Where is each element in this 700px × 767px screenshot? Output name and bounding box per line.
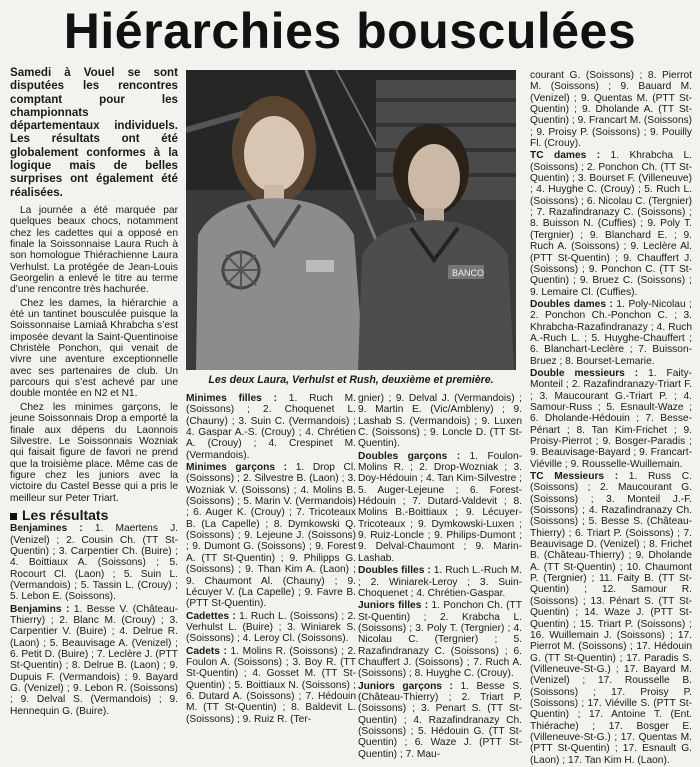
results-list — [358, 393, 522, 760]
results-list — [530, 70, 692, 766]
result-entry — [530, 70, 692, 149]
result-text: 1. Ponchon Ch. (TT St-Quentin) ; 2. Krabcha L. (Soissons) ; 3. Poly T. (Tergnier) ; 4. Nicolau C. (Tergnier) ; 5. Razafindranazy C. (Soissons) ; 6. Chauffert J. (Soissons) ; 7. Ruch A. (Soissons) ; 8. Huyghe C. (Crouy). — [358, 600, 522, 680]
result-text: 1. Russ C. (Soissons) ; 2. Maucourant G. (Soissons) ; 3. Monteil J.-F. (Soissons) ; 4. Razafindranazy Ch. (Soissons) ; 5. Besse S. (Château-Thierry) ; 6. Triart P. (Soissons) ; 7. Beauvisage D. (Venizel) ; 8. Frichet B. (Château-Thierry) ; 9. Dholande A. (TT St-Quentin) ; 10. Chaumont P. (Tergnier) ; 11. Faity B. (TT St-Quentin) ; 12. Samour R. (Soissons) ; 13. Pénart S. (TT St-Quentin) ; 14. Waze J. (PTT St-Quentin) ; 15. Triart P. (Soissons) ; 16. Wuillemain J. (Soissons) ; 17. Pierrot M. (Soissons) ; 17. Hédouin G. (TT St-Quentin) ; 17. Paradis S. (Villeneuve-St-G.) ; 17. Bayard M. (Venizel) ; 17. Rousselle B. (Soissons) ; 17. Proisy P. (Soissons) ; 17. Viéville S. (PTT St-Quentin) ; 17. Antoine T. (Ent. Thiérache) ; 17. Bosger E. (Villeneuve-St-G.) ; 17. Quentas M. (PTT St-Quentin) ; 17. Esnault G. (Laon) ; 17. Tan Kim H. (Laon). — [530, 471, 692, 766]
result-entry — [530, 150, 692, 297]
result-entry — [530, 368, 692, 470]
result-entry — [358, 393, 522, 450]
result-entry — [358, 681, 522, 760]
result-category: Juniors filles : — [358, 600, 429, 612]
result-text: 1. Besse S. (Château-Thierry) ; 2. Triart P. (Soissons) ; 3. Penart S. (TT St-Quentin) ; 4. Razafindranazy Ch. (Soissons) ; 5. Hédouin G. (TT St-Quentin) ; 6. Waze J. (PTT St-Quentin) ; 7. Mau- — [358, 680, 522, 760]
result-category: TC Messieurs : — [530, 471, 619, 483]
result-entry — [10, 523, 178, 602]
result-category: Double messieurs : — [530, 367, 639, 379]
article-column-1 — [10, 66, 178, 718]
result-text: 1. Ruch M. (Soissons) ; 2. Choquenet L. (Chauny) ; 3. Suin C. (Vermandois) ; 4. Gaspar A.-S. (Crouy) ; 4. Chrétien A. (Crouy) ; 4. Crespinet M. (Vermandois). — [186, 393, 356, 461]
result-entry — [358, 565, 522, 599]
result-entry — [186, 611, 356, 645]
result-entry — [358, 600, 522, 679]
result-entry — [358, 451, 522, 564]
photo-caption: Les deux Laura, Verhulst et Rush, deuxième et première. — [208, 374, 494, 386]
results-column-2 — [186, 393, 356, 726]
result-text: 1. Besse V. (Château-Thierry) ; 2. Blanc M. (Crouy) ; 3. Carpentier V. (Buire) ; 4. Delrue R. (Laon) ; 5. Beauvisage A. (Venizel) ; 6. Petit D. (Buire) ; 7. Leclère J. (PTT St-Quentin) ; 8. Delrue B. (Laon) ; 9. Dupuis F. (Vermandois) ; 9. Bayard G. (Venizel) ; 9. Lebon R. (Soissons) ; 9. Delval S. (Vermandois) ; 9. Hennequin G. (Buire). — [10, 603, 178, 717]
result-text: courant G. (Soissons) ; 8. Pierrot M. (Soissons) ; 9. Bauard M. (Venizel) ; 9. Quentas M. (PTT St-Quentin) ; 9. Dholande A. (TT St-Quentin) ; 9. Francart M. (Soissons) ; 9. Proisy P. (Soissons) ; 9. Pouilly Fl. (Crouy). — [530, 70, 692, 150]
result-text: 1. Drop Cl. (Soissons) ; 2. Silvestre B. (Laon) ; 3. Wozniak V. (Soissons) ; 4. Molins B. (Soissons) ; 5. Marin V. (Vermandois) ; 6. Auger K. (Crouy) ; 7. Tricoteaux B. (La Capelle) ; 8. Dymkowski Q. (Soissons) ; 9. Lejeune J. (Soissons) ; 9. Dumont G. (Soissons) ; 9. Forest A. (TT St-Quentin) ; 9. Philipps G. (Soissons) ; 9. Than Kim A. (Laon) ; 9. Chaumont Al. (Chauny) ; 9. Lécuyer V. (La Capelle) ; 9. Favre B. (PTT St-Quentin). — [186, 462, 356, 610]
article-lead: Samedi à Vouel se sont disputées les rencontres comptant pour les championnats départementaux individuels. Les résultats ont été globalement conformes à la logique mais de belles surprises ont également été réalisées. — [10, 66, 178, 199]
paragraph: La journée a été marquée par quelques beaux chocs, notamment chez les cadettes qui a opposé en finale la Soissonnaise Laura Ruch à son homologue Thiérachienne Laura Verhulst. La protégée de Jean-Louis Georgelin a enlevé le titre au terme d’une rencontre très hachurée. — [10, 204, 178, 296]
result-category: TC dames : — [530, 150, 601, 162]
results-list — [186, 393, 356, 725]
result-text: 1. Ruch L.-Ruch M. ; 2. Winiarek-Leroy ; 3. Suin-Choquenet ; 4. Chrétien-Gaspar. — [358, 565, 522, 599]
results-heading: Les résultats — [10, 510, 178, 521]
results-column-3 — [358, 393, 522, 761]
result-text: gnier) ; 9. Delval J. (Vermandois) ; 9. Martin E. (Vic/Ambleny) ; 9. Lashab S. (Vermandois) ; 9. Luxen C. (Soissons) ; 9. Loncle D. (TT St-Quentin). — [358, 393, 522, 450]
result-entry — [530, 471, 692, 766]
result-category: Minimes garçons : — [186, 462, 288, 474]
paragraph: Chez les minimes garçons, le jeune Soissonnais Drop a emporté la finale aux dépens du Laonnois Silvestre. Le Soissonnais Wozniak qui faisait figure de favori ne prend que la troisième place. Même cas de figure chez les juniors avec la victoire du Castel Besse qui a pris le meilleur sur Peter Triart. — [10, 401, 178, 504]
result-text: 1. Molins R. (Soissons) ; 2. Foulon A. (Soissons) ; 3. Boy R. (TT St-Quentin) ; 4. Gosset M. (TT St-Quentin) ; 5. Boittiaux N. (Soissons) ; 6. Dutard A. (Soissons) ; 7. Hédouin M. (TT St-Quentin) ; 8. Baldevit L. (Soissons) ; 9. Ruiz R. (Ter- — [186, 645, 356, 725]
photo — [186, 70, 516, 370]
result-text: 1. Ruch L. (Soissons) ; 2. Verhulst L. (Buire) ; 3. Winiarek S. (Soissons) ; 4. Leroy Cl. (Soissons). — [186, 610, 356, 645]
result-text: 1. Faity-Monteil ; 2. Razafindranazy-Triart F. ; 3. Maucourant G.-Triart P. ; 4. Samour-Russ ; 5. Esnault-Waze ; 6. Dholande-Hédouin ; 7. Besse-Pénart ; 8. Tan Kim-Frichet ; 9. Proisy-Pierrot ; 9. Bosger-Paradis ; 9. Beauvisage-Bayard ; 9. Francart-Viéville ; 9. Rousselle-Wuillemain. — [530, 367, 692, 470]
results-column-4 — [530, 70, 692, 767]
result-category: Juniors garçons : — [358, 680, 453, 692]
result-entry — [530, 299, 692, 367]
result-entry — [186, 462, 356, 609]
svg-text:BANCO: BANCO — [452, 268, 485, 278]
result-text: 1. Maertens J. (Venizel) ; 2. Cousin Ch. (TT St-Quentin) ; 3. Carpentier Ch. (Buire) ; 4. Boittiaux A. (Soissons) ; 5. Rocourt Cl. (Laon) ; 5. Suin L. (Vermandois) ; 5. Tassin L. (Crouy) ; 5. Lebon E. (Soissons). — [10, 523, 178, 603]
result-text: 1. Foulon-Molins R. ; 2. Drop-Wozniak ; 3. Doy-Hédouin ; 4. Tan Kim-Silvestre ; 5. Auger-Lejeune ; 6. Forest-Hédouin ; 7. Dutard-Valdevit ; 8. Molins B.-Boittiaux ; 9. Lécuyer-Tricoteaux ; 9. Dymkowski-Luxen ; 9. Ruiz-Loncle ; 9. Philips-Dumont ; 9. Delval-Chaumont ; 9. Marin-Lashab. — [358, 450, 523, 564]
photo-image — [186, 70, 516, 370]
result-text: 1. Khrabcha L. (Soissons) ; 2. Ponchon Ch. (TT St-Quentin) ; 3. Bourset F. (Villeneuve) ; 4. Huyghe C. (Crouy) ; 5. Ruch L. (Soissons) ; 6. Nicolau C. (Tergnier) ; 7. Razafindranazy C. (Soissons) ; 8. Buisson N. (Cuffies) ; 9. Poly T. (Tergnier) ; 9. Blanchard E. ; 9. Ruch A. (Soissons) ; 9. Leclère Al. (PTT St-Quentin) ; 9. Chauffert J. (Soissons) ; 9. Ponchon C. (TT St-Quentin) ; 9. Bruez C. (Soissons) ; 9. Lemaire Cl. (Cuffies). — [530, 150, 692, 298]
result-text: 1. Poly-Nicolau ; 2. Ponchon Ch.-Ponchon C. ; 3. Khrabcha-Razafindranazy ; 4. Ruch A.-Ruch L. ; 5. Huyghe-Chauffert ; 6. Blanchart-Leclère ; 7. Buisson-Bruez ; 8. Bourset-Lemarie. — [530, 298, 692, 367]
result-category: Doubles filles : — [358, 565, 431, 577]
result-entry — [186, 646, 356, 725]
result-category: Minimes filles : — [186, 393, 277, 404]
bullet-square-icon — [10, 513, 17, 520]
result-entry — [10, 604, 178, 717]
result-category: Cadets : — [186, 645, 227, 657]
result-category: Benjamins : — [10, 603, 70, 615]
headline: Hiérarchies bousculées — [63, 3, 637, 59]
result-category: Doubles dames : — [530, 298, 613, 310]
result-category: Cadettes : — [186, 610, 236, 622]
result-entry — [186, 393, 356, 461]
results-list — [10, 523, 178, 717]
paragraph: Chez les dames, la hiérarchie a été un tantinet bousculée puisque la Soissonnaise Lamiaâ Khrabcha s’est imposée devant la Saint-Quentinoise Christèle Ponchon, qui venait de vivre une aventure exceptionnelle avec ses partenaires de club. Un parcours qui s’est achevé par une double montée en N2 et N1. — [10, 297, 178, 400]
result-category: Benjamines : — [10, 523, 83, 535]
result-category: Doubles garçons : — [358, 450, 461, 462]
